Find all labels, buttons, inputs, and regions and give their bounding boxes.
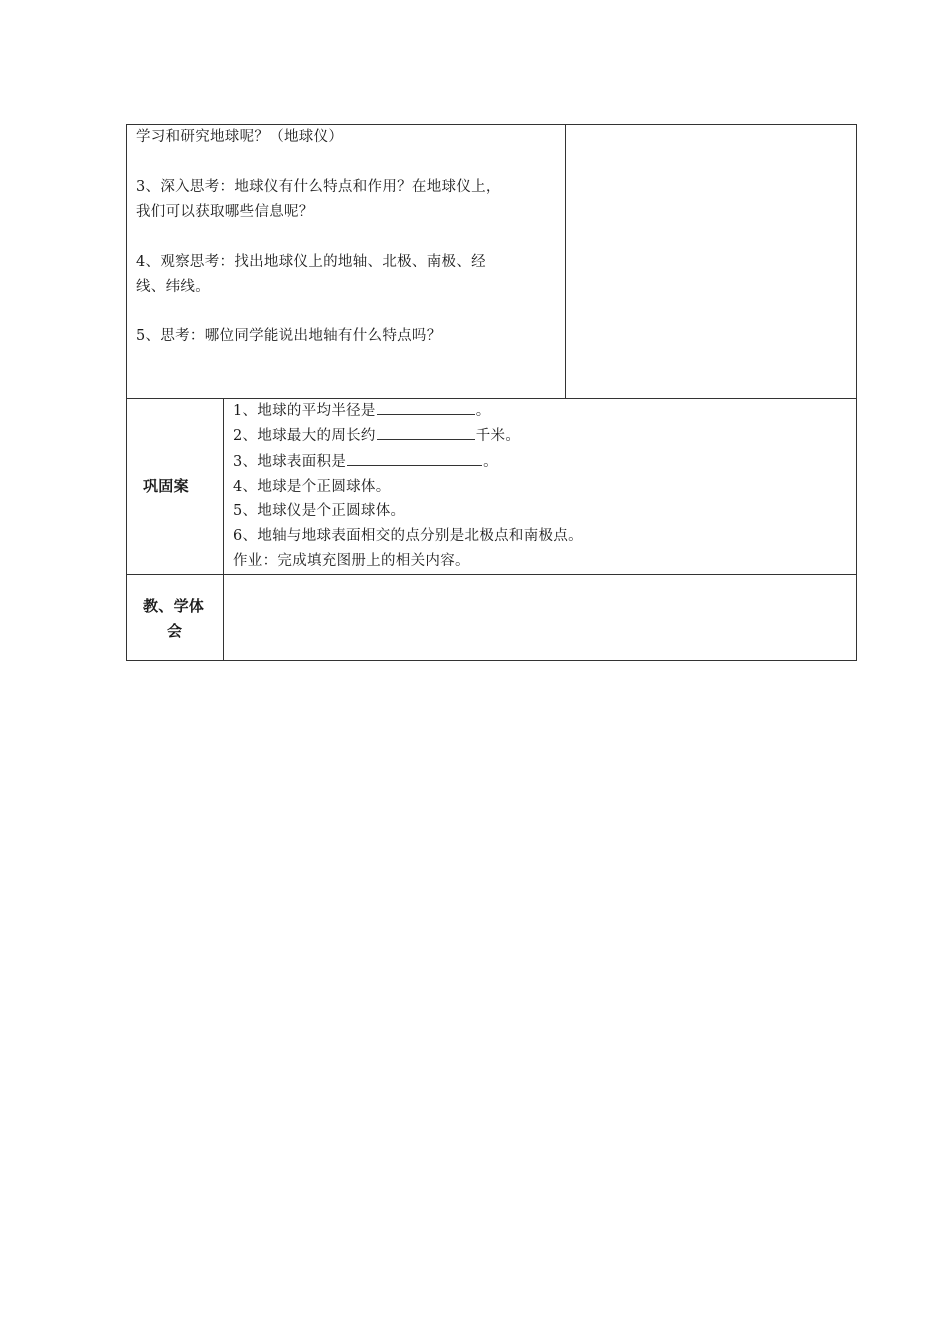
question-2 (233, 424, 520, 449)
question-2-blank (377, 424, 475, 440)
question-4: 4、地球是个正圆球体。 (233, 479, 391, 495)
question-3 (233, 450, 498, 475)
question-6: 6、地轴与地球表面相交的点分别是北极点和南极点。 (233, 528, 583, 544)
question-1-text: 1、地球的平均半径是 (233, 403, 376, 419)
question-1-blank (377, 399, 475, 415)
homework: 作业：完成填充图册上的相关内容。 (233, 553, 470, 569)
question-3-end: 。 (483, 454, 498, 470)
label-column-divider (223, 398, 224, 661)
consolidation-label: 巩固案 (143, 477, 189, 495)
item-5: 5、思考：哪位同学能说出地轴有什么特点吗？ (136, 328, 442, 344)
question-1-end: 。 (475, 403, 491, 419)
reflection-label-line-1: 教、学体 (143, 597, 205, 615)
question-1 (233, 399, 491, 424)
question-2-text: 2、地球最大的周长约 (233, 428, 376, 444)
row-divider-2 (126, 574, 857, 575)
item-3-line-1: 3、深入思考：地球仪有什么特点和作用？在地球仪上， (136, 179, 501, 195)
upper-column-divider (565, 124, 566, 399)
item-3-line-2: 我们可以获取哪些信息呢？ (136, 204, 314, 220)
question-3-blank (347, 450, 482, 466)
upper-line-1: 学习和研究地球呢？（地球仪） (136, 129, 344, 145)
question-2-end: 千米。 (475, 428, 521, 444)
question-3-text: 3、地球表面积是 (233, 454, 347, 470)
reflection-label-line-2: 会 (167, 622, 183, 640)
item-4-line-2: 线、纬线。 (136, 279, 210, 295)
item-4-line-1: 4、观察思考：找出地球仪上的地轴、北极、南极、经 (136, 254, 486, 270)
question-5: 5、地球仪是个正圆球体。 (233, 503, 406, 519)
